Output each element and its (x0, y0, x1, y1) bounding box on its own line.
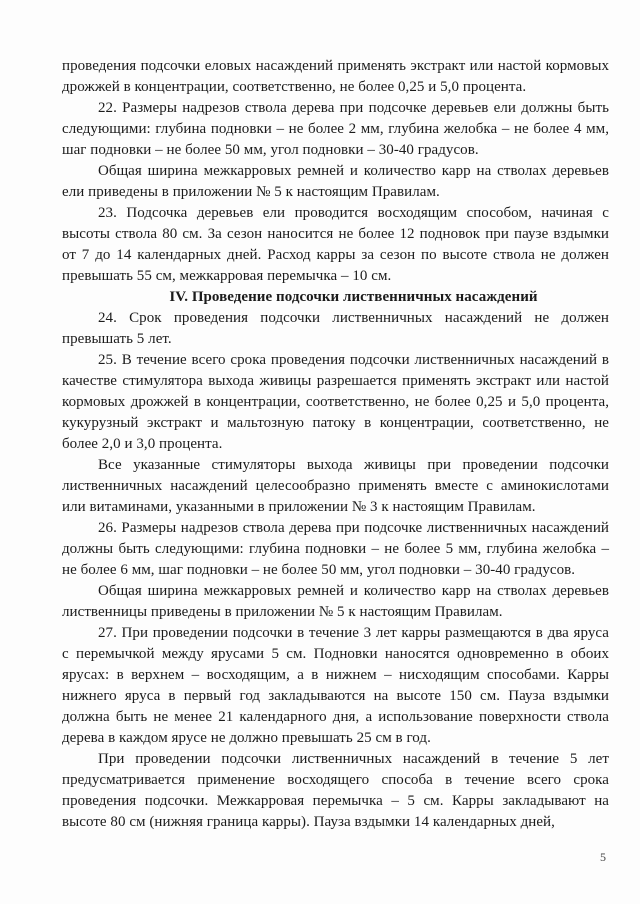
section-heading: IV. Проведение подсочки лиственничных насаждений (169, 289, 538, 305)
paragraph-22: 22. Размеры надрезов ствола дерева при подсочке деревьев ели должны быть следующими: глубина подновки – не более 2 мм, глубина желобка – не более 4 мм, шаг подновки – не более 50 мм, угол подновки – 30-40 градусов. (62, 100, 609, 158)
paragraph-25: 25. В течение всего срока проведения подсочки лиственничных насаждений в качестве стимулятора выхода живицы разрешается применять экстракт или настой кормовых дрожжей в концентрации, соответственно, не более 0,25 и 5,0 процента, кукурузный экстракт и мальтозную патоку в концентрации, соответственно, не более 2,0 и 3,0 процента. (62, 352, 609, 452)
document-body (62, 56, 609, 833)
paragraph-27-note: При проведении подсочки лиственничных насаждений в течение 5 лет предусматривается применение восходящего способа в течение всего срока проведения подсочки. Межкарровая перемычка – 5 см. Карры закладывают на высоте 80 см (нижняя граница карры). Пауза вздымки 14 календарных дней, (62, 751, 609, 830)
paragraph-24: 24. Срок проведения подсочки лиственничных насаждений не должен превышать 5 лет. (62, 310, 609, 347)
paragraph-26: 26. Размеры надрезов ствола дерева при подсочке лиственничных насаждений должны быть следующими: глубина подновки – не более 5 мм, глубина желобка – не более 6 мм, шаг подновки – не более 50 мм, угол подновки – 30-40 градусов. (62, 520, 609, 578)
paragraph-23: 23. Подсочка деревьев ели проводится восходящим способом, начиная с высоты ствола 80 см. За сезон наносится не более 12 подновок при паузе вздымки от 7 до 14 календарных дней. Расход карры за сезон по высоте ствола не должен превышать 55 см, межкарровая перемычка – 10 см. (62, 205, 609, 284)
paragraph-26-note: Общая ширина межкарровых ремней и количество карр на стволах деревьев лиственницы приведены в приложении № 5 к настоящим Правилам. (62, 583, 609, 620)
paragraph-continuation: проведения подсочки еловых насаждений применять экстракт или настой кормовых дрожжей в концентрации, соответственно, не более 0,25 и 5,0 процента. (62, 58, 609, 95)
paragraph-22-note: Общая ширина межкарровых ремней и количество карр на стволах деревьев ели приведены в приложении № 5 к настоящим Правилам. (62, 163, 609, 200)
paragraph-25-note: Все указанные стимуляторы выхода живицы при проведении подсочки лиственничных насаждений целесообразно применять вместе с аминокислотами или витаминами, указанными в приложении № 3 к настоящим Правилам. (62, 457, 609, 515)
page-number: 5 (600, 850, 606, 864)
paragraph-27: 27. При проведении подсочки в течение 3 лет карры размещаются в два яруса с перемычкой между ярусами 5 см. Подновки наносятся одновременно в обоих ярусах: в верхнем – восходящим, а в нижнем – нисходящим способами. Карры нижнего яруса в первый год закладываются на высоте 150 см. Пауза вздымки должна быть не менее 21 календарного дня, а использование поверхности ствола дерева в каждом ярусе не должно превышать 25 см в год. (62, 625, 609, 746)
